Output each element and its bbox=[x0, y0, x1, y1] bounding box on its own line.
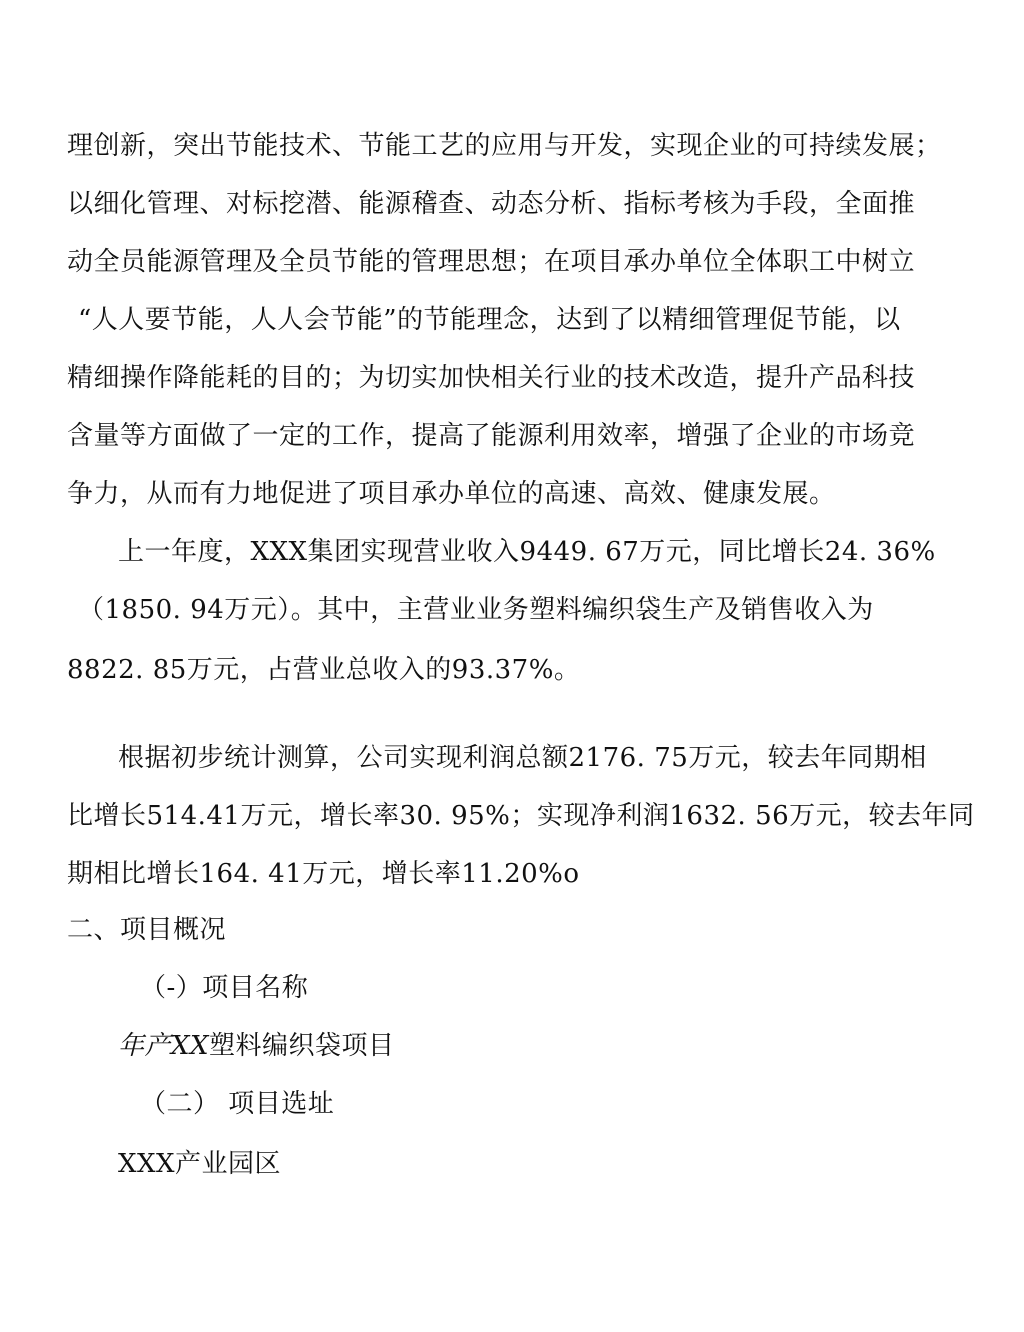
paragraph-line: 以细化管理、对标挖潜、能源稽查、动态分析、指标考核为手段，全面推 bbox=[67, 189, 916, 219]
paragraph-line: 含量等方面做了一定的工作，提高了能源利用效率，增强了企业的市场竞 bbox=[67, 421, 916, 451]
paragraph-line: 上一年度，XXX集团实现营业收入9449. 67万元，同比增长24. 36% bbox=[118, 537, 936, 567]
subsection-heading-location: （二） 项目选址 bbox=[140, 1089, 335, 1119]
project-location: XXX产业园区 bbox=[118, 1149, 282, 1179]
paragraph-line: 理创新，突出节能技术、节能工艺的应用与开发，实现企业的可持续发展； bbox=[67, 131, 942, 161]
paragraph-line: 8822. 85万元，占营业总收入的93.37%。 bbox=[67, 655, 581, 685]
project-name-prefix: 年产XX bbox=[118, 1031, 210, 1061]
paragraph-line: 根据初步统计测算，公司实现利润总额2176. 75万元，较去年同期相 bbox=[118, 743, 927, 773]
paragraph-line: 争力，从而有力地促进了项目承办单位的高速、高效、健康发展。 bbox=[67, 479, 836, 509]
section-heading: 二、项目概况 bbox=[67, 915, 227, 945]
paragraph-line: 精细操作降能耗的目的；为切实加快相关行业的技术改造，提升产品科技 bbox=[67, 363, 916, 393]
paragraph-line: 期相比增长164. 41万元，增长率11.20%o bbox=[67, 859, 580, 889]
paragraph-line: “人人要节能，人人会节能”的节能理念，达到了以精细管理促节能，以 bbox=[78, 305, 901, 335]
paragraph-line: （1850. 94万元）。其中，主营业业务塑料编织袋生产及销售收入为 bbox=[78, 595, 874, 625]
project-name-suffix: 塑料编织袋项目 bbox=[209, 1031, 395, 1061]
project-name bbox=[118, 1028, 395, 1064]
subsection-heading-project-name: （-）项目名称 bbox=[140, 973, 309, 1003]
paragraph-line: 比增长514.41万元，增长率30. 95%；实现净利润1632. 56万元，较去年同 bbox=[67, 801, 975, 831]
paragraph-line: 动全员能源管理及全员节能的管理思想；在项目承办单位全体职工中树立 bbox=[67, 247, 916, 277]
